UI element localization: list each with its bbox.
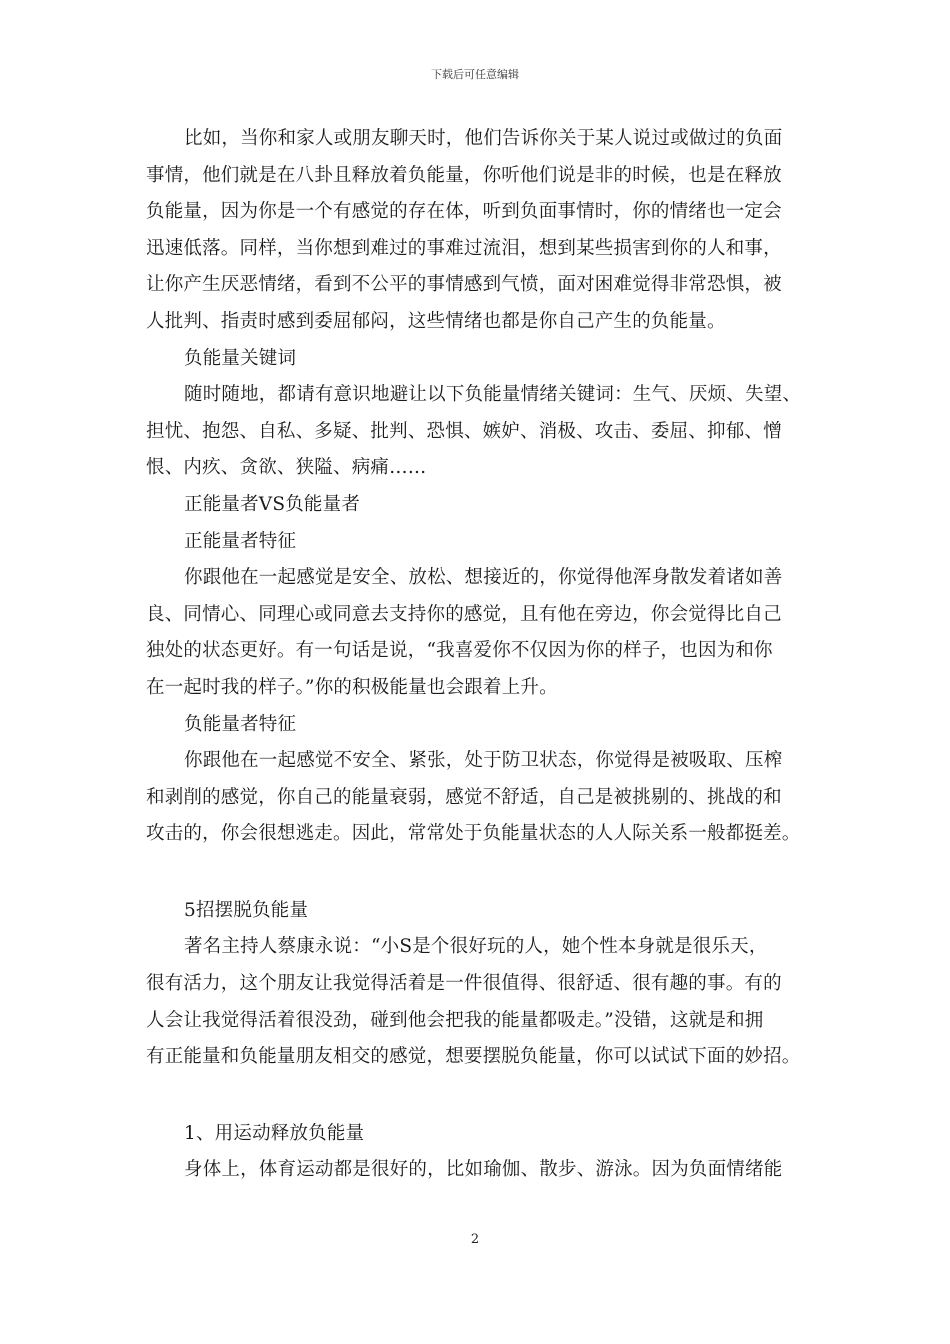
document-body xyxy=(146,121,826,1189)
paragraph-line: 人批判、指责时感到委屈郁闷，这些情绪也都是你自己产生的负能量。 xyxy=(146,310,726,332)
section-heading: 负能量关键词 xyxy=(184,347,297,369)
section-heading: 正能量者VS负能量者 xyxy=(184,493,361,515)
section-heading: 负能量者特征 xyxy=(184,713,297,735)
paragraph-line: 随时随地，都请有意识地避让以下负能量情绪关键词：生气、厌烦、失望、 xyxy=(184,384,802,406)
paragraph-line: 负能量，因为你是一个有感觉的存在体，听到负面事情时，你的情绪也一定会 xyxy=(146,201,782,223)
paragraph-line: 让你产生厌恶情绪，看到不公平的事情感到气愤，面对困难觉得非常恐惧，被 xyxy=(146,274,782,296)
paragraph-line: 身体上，体育运动都是很好的，比如瑜伽、散步、游泳。因为负面情绪能 xyxy=(184,1159,783,1181)
paragraph-line: 人会让我觉得活着很没劲，碰到他会把我的能量都吸走。”没错，这就是和拥 xyxy=(146,1009,764,1031)
paragraph-line: 比如，当你和家人或朋友聊天时，他们告诉你关于某人说过或做过的负面 xyxy=(184,128,783,149)
paragraph-line: 著名主持人蔡康永说：“小S是个很好玩的人，她个性本身就是很乐天， xyxy=(184,936,768,958)
paragraph-line: 良、同情心、同理心或同意去支持你的感觉，且有他在旁边，你会觉得比自己 xyxy=(146,603,782,625)
paragraph-line: 攻击的，你会很想逃走。因此，常常处于负能量状态的人人际关系一般都挺差。 xyxy=(146,823,801,845)
paragraph-line: 有正能量和负能量朋友相交的感觉，想要摆脱负能量，你可以试试下面的妙招。 xyxy=(146,1046,801,1068)
paragraph-line: 事情，他们就是在八卦且释放着负能量，你听他们说是非的时候，也是在释放 xyxy=(146,164,782,186)
section-heading: 正能量者特征 xyxy=(184,530,297,552)
paragraph-line: 担忧、抱怨、自私、多疑、批判、恐惧、嫉妒、消极、攻击、委屈、抑郁、憎 xyxy=(146,420,782,442)
page-header: 下载后可任意编辑 xyxy=(431,68,519,81)
section-heading: 1、用运动释放负能量 xyxy=(184,1122,365,1144)
paragraph-line: 你跟他在一起感觉不安全、紧张，处于防卫状态，你觉得是被吸取、压榨 xyxy=(184,750,783,772)
paragraph-line: 和剥削的感觉，你自己的能量衰弱，感觉不舒适，自己是被挑剔的、挑战的和 xyxy=(146,786,782,808)
paragraph-line: 很有活力，这个朋友让我觉得活着是一件很值得、很舒适、很有趣的事。有的 xyxy=(146,973,782,995)
paragraph-line: 独处的状态更好。有一句话是说，“我喜爱你不仅因为你的样子，也因为和你 xyxy=(146,640,773,662)
paragraph-line: 迅速低落。同样，当你想到难过的事难过流泪，想到某些损害到你的人和事， xyxy=(146,237,782,259)
section-heading: 5招摆脱负能量 xyxy=(184,899,309,921)
paragraph-line: 你跟他在一起感觉是安全、放松、想接近的，你觉得他浑身散发着诸如善 xyxy=(184,567,783,589)
paragraph-line: 恨、内疚、贪欲、狭隘、病痛…… xyxy=(146,457,427,479)
page-number: 2 xyxy=(470,1232,480,1247)
paragraph-line: 在一起时我的样子。”你的积极能量也会跟着上升。 xyxy=(146,676,558,698)
